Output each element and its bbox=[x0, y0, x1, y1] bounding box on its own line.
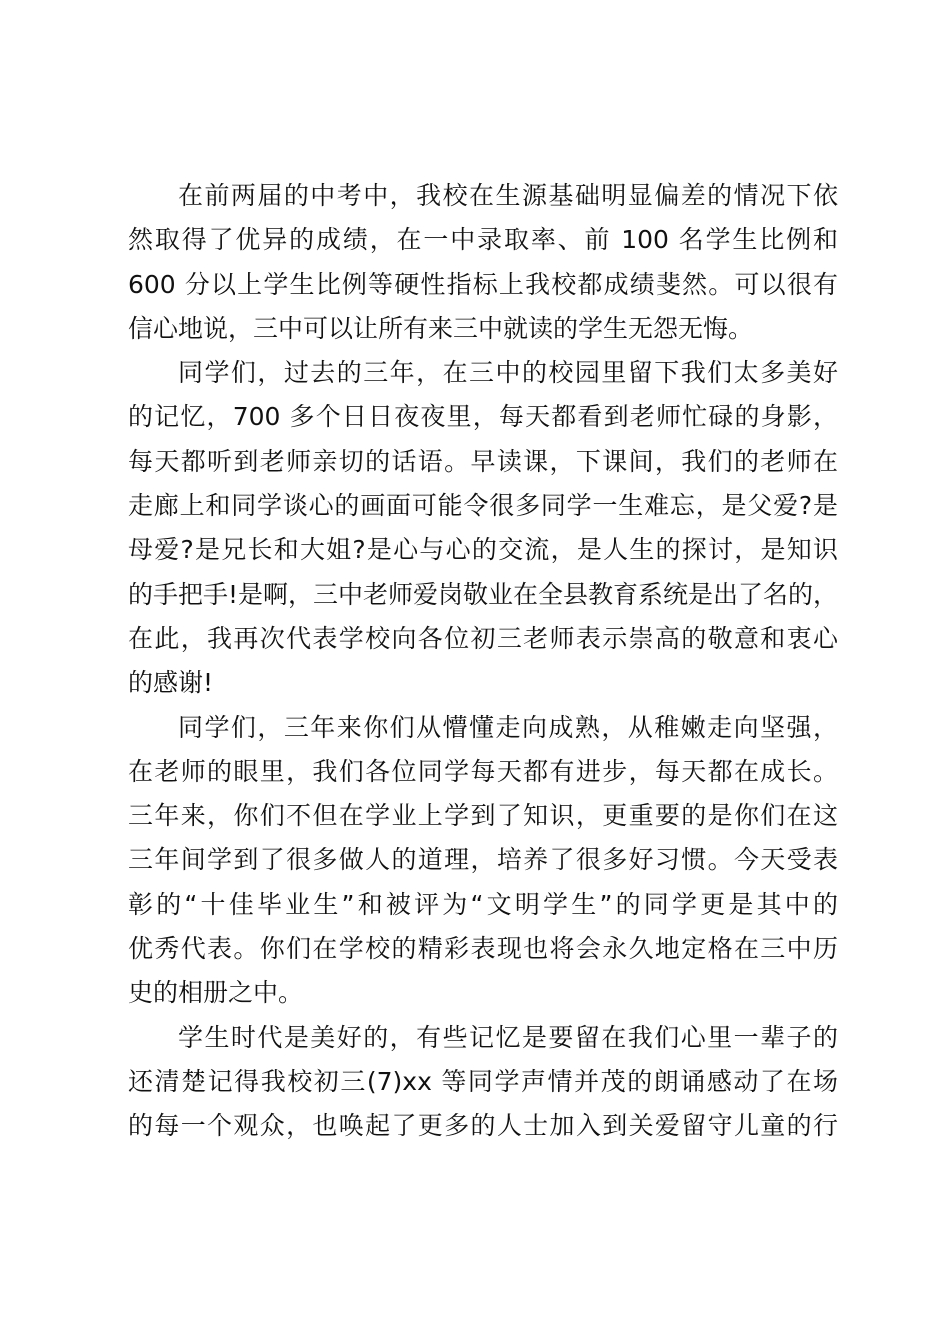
paragraph-4-line-3: 的每一个观众，也唤起了更多的人士加入到关爱留守儿童的行 bbox=[128, 1111, 838, 1141]
paragraph-2-line-4: 走廊上和同学谈心的画面可能令很多同学一生难忘，是父爱?是 bbox=[128, 491, 838, 521]
paragraph-2-line-3: 每天都听到老师亲切的话语。早读课，下课间，我们的老师在 bbox=[128, 446, 838, 476]
paragraph-1-line-3: 600 分以上学生比例等硬性指标上我校都成绩斐然。可以很有 bbox=[128, 269, 838, 299]
paragraph-3-line-3: 三年来，你们不但在学业上学到了知识，更重要的是你们在这 bbox=[128, 801, 838, 831]
paragraph-3-line-7: 史的相册之中。 bbox=[128, 978, 304, 1008]
paragraph-3-line-6: 优秀代表。你们在学校的精彩表现也将会永久地定格在三中历 bbox=[128, 934, 838, 964]
paragraph-2-line-8: 的感谢! bbox=[128, 668, 214, 698]
paragraph-1-line-1: 在前两届的中考中，我校在生源基础明显偏差的情况下依 bbox=[178, 181, 838, 210]
paragraph-3-line-5: 彰的“十佳毕业生”和被评为“文明学生”的同学更是其中的 bbox=[128, 889, 838, 919]
paragraph-1-line-2: 然取得了优异的成绩，在一中录取率、前 100 名学生比例和 bbox=[128, 225, 838, 255]
paragraph-2-line-6: 的手把手!是啊，三中老师爱岗敬业在全县教育系统是出了名的， bbox=[128, 579, 839, 609]
paragraph-2-line-5: 母爱?是兄长和大姐?是心与心的交流，是人生的探讨，是知识 bbox=[128, 535, 838, 565]
paragraph-1-line-4: 信心地说，三中可以让所有来三中就读的学生无怨无悔。 bbox=[128, 313, 754, 343]
paragraph-2-line-2: 的记忆，700 多个日日夜夜里，每天都看到老师忙碌的身影， bbox=[128, 402, 838, 432]
paragraph-2-line-7: 在此，我再次代表学校向各位初三老师表示崇高的敬意和衷心 bbox=[128, 623, 838, 653]
paragraph-4-line-1: 学生时代是美好的，有些记忆是要留在我们心里一辈子的 bbox=[178, 1022, 838, 1052]
paragraph-3-line-1: 同学们，三年来你们从懵懂走向成熟，从稚嫩走向坚强， bbox=[178, 712, 838, 742]
paragraph-2-line-1: 同学们，过去的三年，在三中的校园里留下我们太多美好 bbox=[178, 358, 838, 388]
paragraph-4-line-2: 还清楚记得我校初三(7)xx 等同学声情并茂的朗诵感动了在场 bbox=[128, 1066, 838, 1096]
paragraph-3-line-4: 三年间学到了很多做人的道理，培养了很多好习惯。今天受表 bbox=[128, 845, 838, 875]
document-body bbox=[128, 174, 838, 1149]
paragraph-3-line-2: 在老师的眼里，我们各位同学每天都有进步，每天都在成长。 bbox=[128, 756, 838, 786]
